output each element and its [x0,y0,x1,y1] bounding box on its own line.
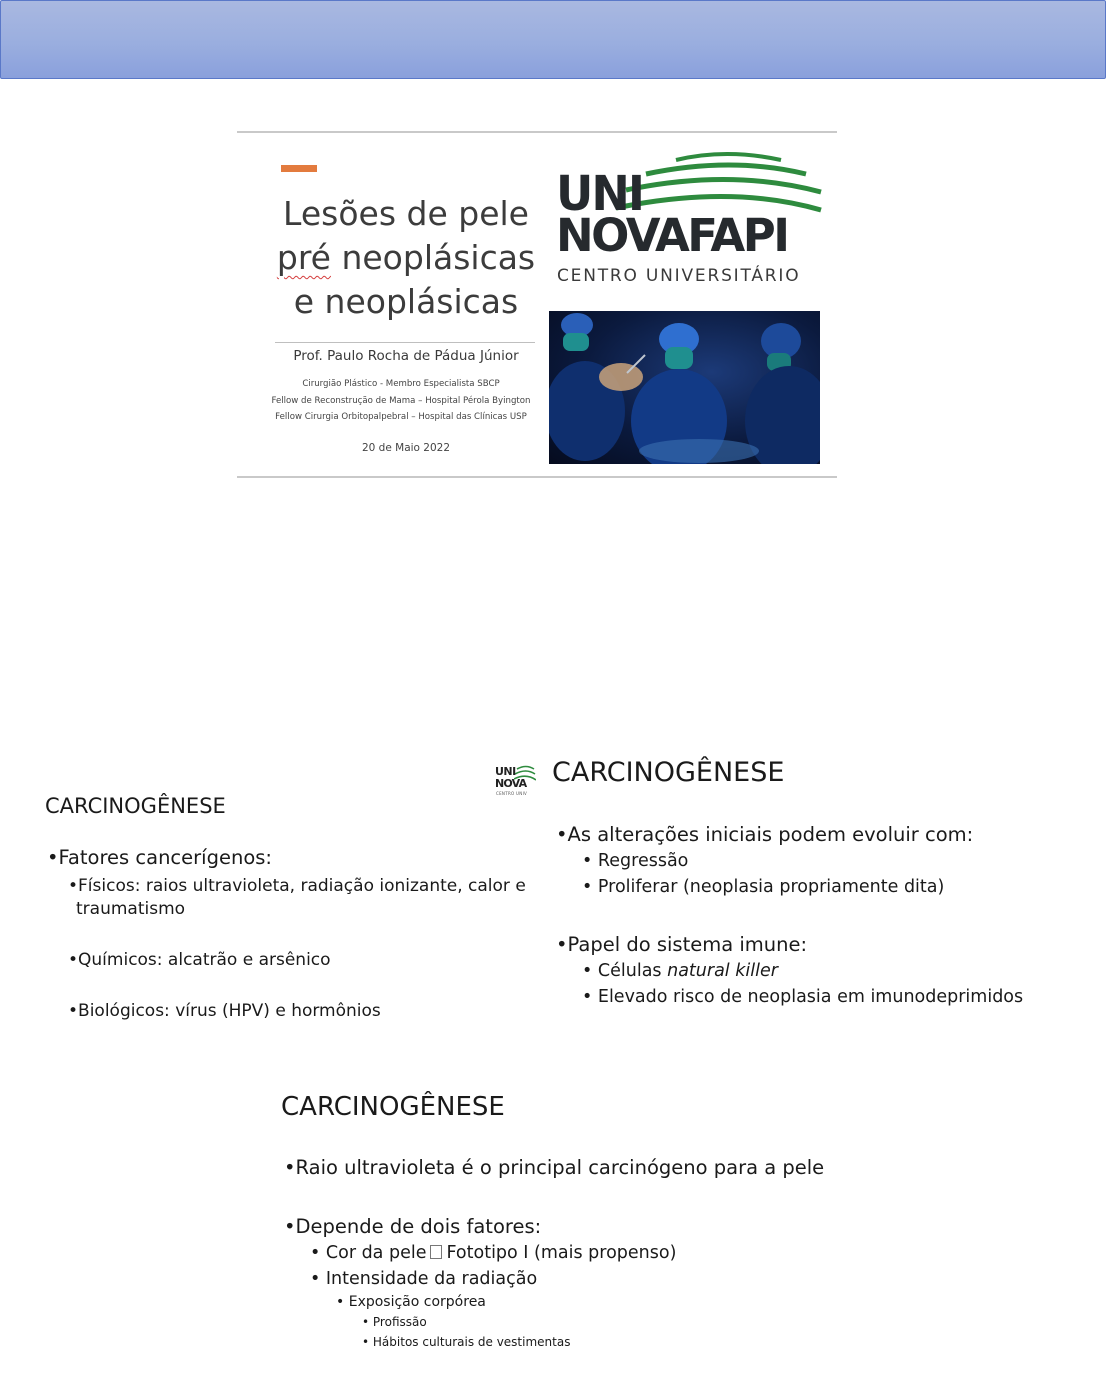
bullet-fatores: •Fatores cancerígenos: [47,846,272,869]
presentation-date: 20 de Maio 2022 [361,442,451,454]
title-line-3: e neoplásicas [293,282,519,321]
sub-natural-killer-italic: natural killer [667,961,778,981]
bullet-alteracoes [556,822,1076,848]
orange-accent-bar [281,165,317,172]
title-line-1: Lesões de pele [283,194,529,233]
bullet-fisicos: •Físicos: raios ultravioleta, radiação ionizante, calor e traumatismo [68,876,526,919]
slide2-bullets [47,846,547,1023]
sub-elevado-risco-text: Elevado risco de neoplasia em imunodeprimidos [597,987,1024,1007]
sub-intensidade [310,1266,984,1292]
sub-cor-pele [310,1240,984,1266]
credential-line: Cirurgião Plástico - Membro Especialista SBCP [302,379,500,389]
bullet-raio-uv-text: Raio ultravioleta é o principal carcinógeno para a pele [295,1156,825,1179]
sub-proliferar [582,874,1076,900]
sub-regressao [582,848,1076,874]
slide4-title: CARCINOGÊNESE [281,1092,505,1122]
header-bar [0,0,1106,79]
author-name: Prof. Paulo Rocha de Pádua Júnior [293,348,519,364]
uninovafapi-logo [554,150,824,290]
sub-proliferar-text: Proliferar (neoplasia propriamente dita) [597,877,945,897]
logo-novafapi-text: NOVAFAPI [556,209,788,262]
surgeons-image-icon [549,311,820,464]
bullet-depende-text: Depende de dois fatores: [295,1215,542,1238]
slide-bottom-rule [237,476,837,478]
sub-habitos [362,1332,984,1352]
slide3-title: CARCINOGÊNESE [552,757,785,788]
bullet-sistema-imune [556,932,1076,958]
sub-exposicao-text: Exposição corpórea [348,1294,486,1310]
slide4-bullets [284,1155,984,1352]
small-uninova-logo [494,763,538,799]
surgery-photo [549,311,820,464]
missing-glyph-box-icon [430,1245,442,1259]
slide-top-rule [237,131,837,133]
sub-intensidade-text: Intensidade da radiação [325,1269,538,1289]
sub-profissao [362,1312,984,1332]
title-word-pre: pré [276,238,331,277]
slide-title [251,192,561,324]
bullet-sistema-imune-text: Papel do sistema imune: [567,933,808,956]
sub-regressao-text: Regressão [597,851,689,871]
title-slide [237,130,837,480]
bullet-alteracoes-text: As alterações iniciais podem evoluir com: [567,823,974,846]
logo-centro-text: CENTRO UNIVERSITÁRIO [557,266,801,286]
sub-fototipo-text: Fototipo I (mais propenso) [446,1243,677,1263]
small-logo-nova: NOVA [495,777,527,790]
sub-profissao-text: Profissão [372,1315,427,1329]
small-logo-uni: UNI [495,765,516,778]
sub-exposicao [336,1292,984,1312]
title-line-2-rest: neoplásicas [330,238,536,277]
logo-uni-text: UNI [556,164,643,222]
bullet-raio-uv [284,1155,984,1181]
sub-elevado-risco [582,984,1076,1010]
bullet-quimicos: •Químicos: alcatrão e arsênico [68,950,331,970]
bullet-biologicos: •Biológicos: vírus (HPV) e hormônios [68,1001,381,1021]
sub-habitos-text: Hábitos culturais de vestimentas [372,1335,571,1349]
sub-celulas-text: Células [597,961,668,981]
small-logo-centro: CENTRO UNIV [496,791,528,796]
slide2-title: CARCINOGÊNESE [45,794,226,818]
credential-line: Fellow Cirurgia Orbitopalpebral – Hospital das Clínicas USP [275,412,527,422]
credential-line: Fellow de Reconstrução de Mama – Hospital Pérola Byington [271,395,531,406]
author-credentials [243,376,559,426]
sub-natural-killer [582,958,1076,984]
sub-cor-pele-text: Cor da pele [325,1243,427,1263]
title-separator [275,342,535,343]
slide3-bullets [556,822,1076,1010]
bullet-depende [284,1214,984,1240]
